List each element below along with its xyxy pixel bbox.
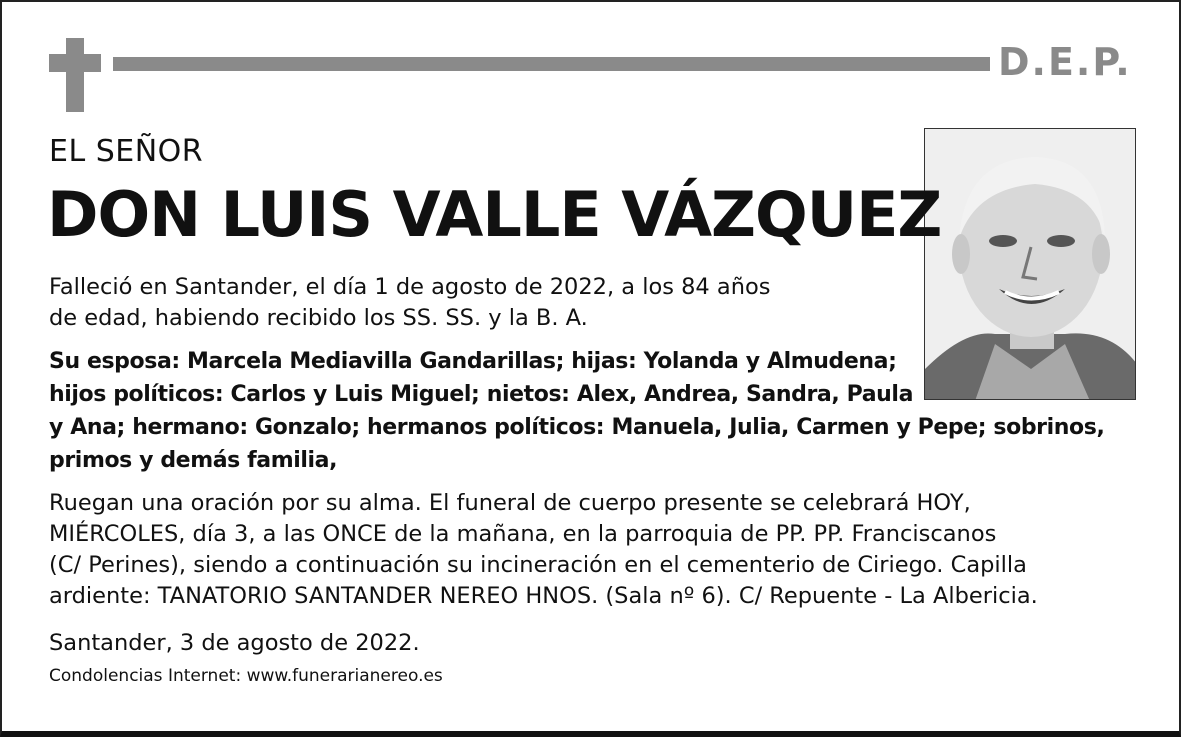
text-line: de edad, habiendo recibido los SS. SS. y la B. A.: [49, 305, 588, 331]
text-line: y Ana; hermano: Gonzalo; hermanos políticos: Manuela, Julia, Carmen y Pepe; sobrinos,: [49, 415, 1105, 440]
funeral-paragraph: [49, 488, 1038, 612]
dep-label: D.E.P.: [998, 40, 1132, 84]
header-rule: [113, 57, 990, 71]
text-line: (C/ Perines), siendo a continuación su incineración en el cementerio de Ciriego. Capilla: [49, 552, 1027, 578]
text-line: hijos políticos: Carlos y Luis Miguel; nietos: Alex, Andrea, Sandra, Paula: [49, 382, 914, 407]
place-date: Santander, 3 de agosto de 2022.: [49, 630, 420, 656]
title-prefix: EL SEÑOR: [49, 134, 204, 169]
deceased-name: DON LUIS VALLE VÁZQUEZ: [47, 178, 942, 251]
death-paragraph: [49, 272, 770, 334]
text-line: primos y demás familia,: [49, 448, 338, 473]
text-line: MIÉRCOLES, día 3, a las ONCE de la mañana, en la parroquia de PP. PP. Franciscanos: [49, 521, 997, 547]
text-line: Ruegan una oración por su alma. El funeral de cuerpo presente se celebrará HOY,: [49, 490, 971, 516]
text-line: Su esposa: Marcela Mediavilla Gandarillas; hijas: Yolanda y Almudena;: [49, 349, 897, 374]
cross-icon: [49, 38, 101, 112]
condolences-link[interactable]: Condolencias Internet: www.funerarianereo.es: [49, 666, 443, 686]
text-line: Falleció en Santander, el día 1 de agosto de 2022, a los 84 años: [49, 274, 771, 300]
family-paragraph: [49, 345, 1104, 477]
text-line: ardiente: TANATORIO SANTANDER NEREO HNOS. (Sala nº 6). C/ Repuente - La Albericia.: [49, 583, 1038, 609]
